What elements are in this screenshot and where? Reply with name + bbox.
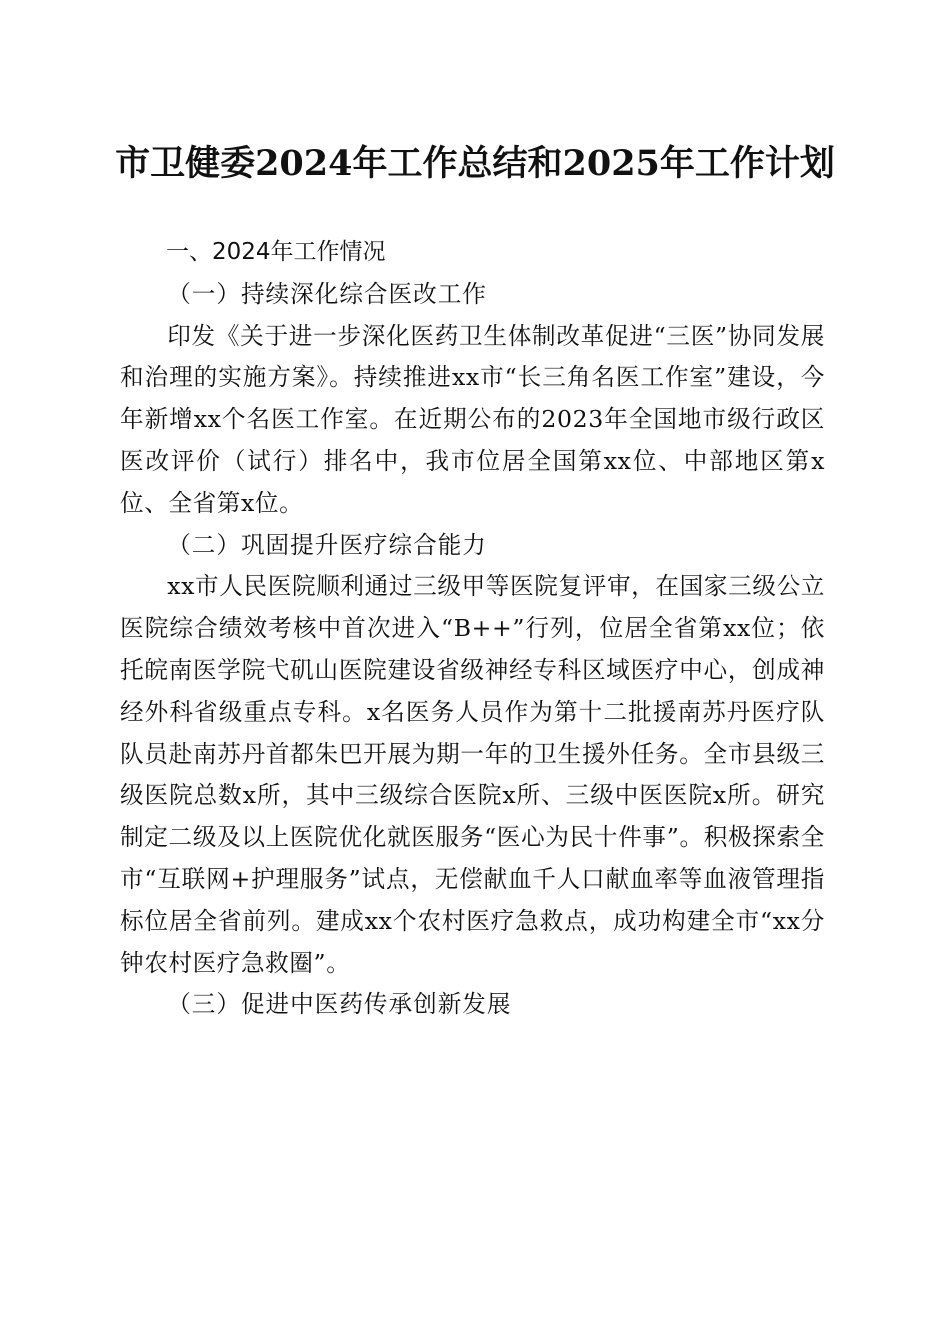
subsection-heading-2: （二）巩固提升医疗综合能力 [167,530,487,559]
paragraph-1: 印发《关于进一步深化医药卫生体制改革促进“三医”协同发展和治理的实施方案》。持续推进xx市“长三角名医工作室”建设，今年新增xx个名医工作室。在近期公布的2023年全国地市级行政区医改评价（试行）排名中，我市位居全国第xx位、中部地区第x位、全省第x位。 [120,321,825,517]
paragraph-2: xx市人民医院顺利通过三级甲等医院复评审，在国家三级公立医院综合绩效考核中首次进入“B++”行列，位居全省第xx位；依托皖南医学院弋矶山医院建设省级神经专科区域医疗中心，创成神经外科省级重点专科。x名医务人员作为第十二批援南苏丹医疗队队员赴南苏丹首都朱巴开展为期一年的卫生援外任务。全市县级三级医院总数x所，其中三级综合医院x所、三级中医医院x所。研究制定二级及以上医院优化就医服务“医心为民十件事”。积极探索全市“互联网+护理服务”试点，无偿献血千人口献血率等血液管理指标位居全省前列。建成xx个农村医疗急救点，成功构建全市“xx分钟农村医疗急救圈”。 [120,572,825,977]
subsection-heading-3: （三）促进中医药传承创新发展 [167,990,512,1019]
document-body [120,232,825,1026]
section-heading-1: 一、2024年工作情况 [166,239,386,265]
subsection-heading-1: （一）持续深化综合医改工作 [167,279,487,308]
document-title: 市卫健委2024年工作总结和2025年工作计划 [115,143,835,184]
